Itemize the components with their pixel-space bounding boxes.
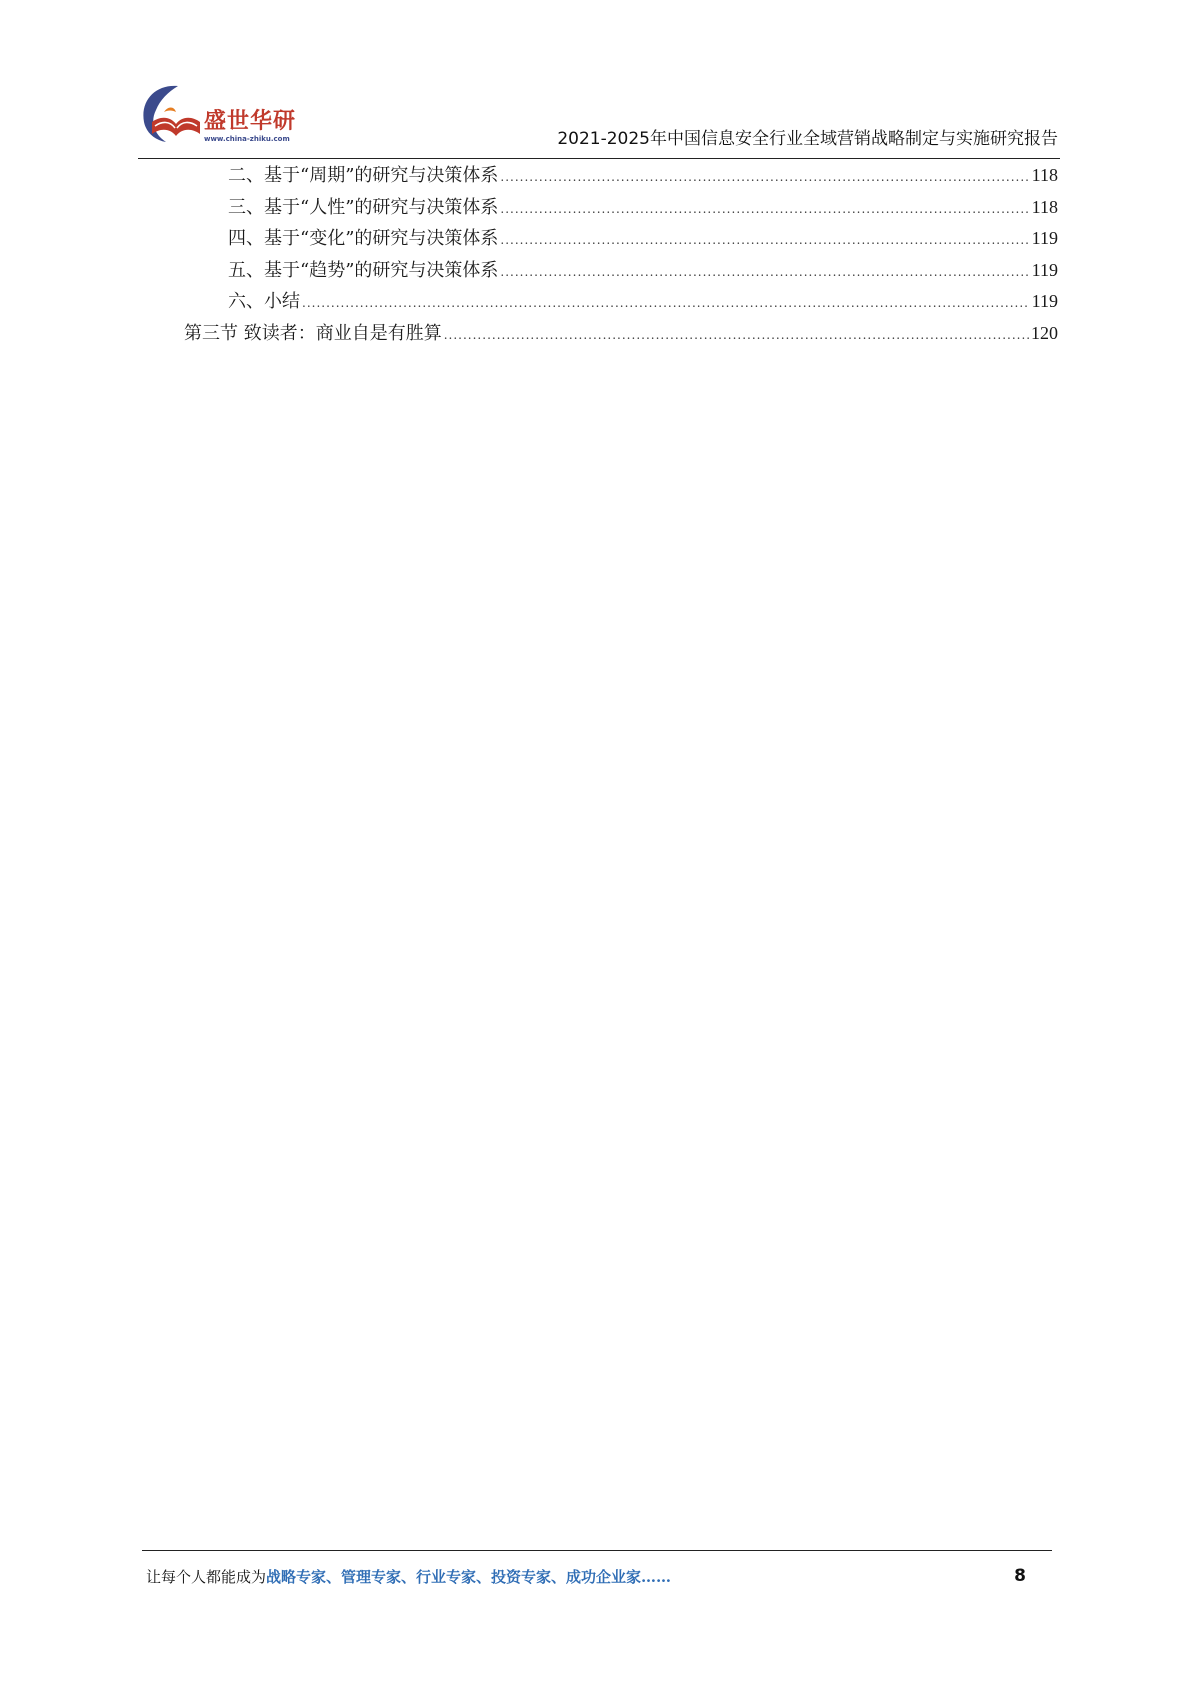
toc-dot-leader <box>500 162 1029 194</box>
logo-name: 盛世华研 <box>204 109 297 134</box>
toc-entry-title: 三、基于“人性”的研究与决策体系 <box>228 196 499 218</box>
logo-url: www.china-zhiku.com <box>204 135 290 143</box>
report-title: 2021-2025年中国信息安全行业全域营销战略制定与实施研究报告 <box>557 129 1058 149</box>
footer-slogan-prefix: 让每个人都能成为 <box>146 1568 267 1586</box>
toc-dot-leader <box>302 288 1030 320</box>
toc-dot-leader <box>444 320 1029 352</box>
header-divider <box>138 158 1060 159</box>
toc-dot-leader <box>500 225 1029 257</box>
toc-entry[interactable] <box>184 192 1058 224</box>
toc-entry[interactable] <box>184 223 1058 255</box>
page-footer <box>146 1566 1026 1596</box>
toc-dot-leader <box>500 194 1029 226</box>
toc-entry-page: 120 <box>1031 322 1058 343</box>
logo-book-icon <box>138 82 208 148</box>
page-number: 8 <box>1014 1566 1026 1586</box>
toc-dot-leader <box>500 257 1029 289</box>
company-logo <box>138 82 308 150</box>
page-header <box>138 78 1060 160</box>
toc-entry-title: 第三节 致读者：商业自是有胜算 <box>184 322 442 344</box>
toc-entry-title: 六、小结 <box>228 291 300 313</box>
toc-entry[interactable] <box>184 255 1058 287</box>
toc-entry-title: 五、基于“趋势”的研究与决策体系 <box>228 259 499 281</box>
footer-slogan-emphasis: 战略专家、管理专家、行业专家、投资专家、成功企业家…… <box>266 1568 672 1586</box>
table-of-contents <box>184 160 1058 350</box>
toc-entry-page: 118 <box>1031 165 1058 185</box>
toc-entry-title: 二、基于“周期”的研究与决策体系 <box>228 165 499 186</box>
toc-entry-page: 118 <box>1031 196 1058 217</box>
toc-entry[interactable] <box>184 160 1058 192</box>
toc-entry-page: 119 <box>1031 228 1058 249</box>
toc-entry[interactable] <box>184 318 1058 350</box>
toc-entry[interactable] <box>184 286 1058 318</box>
footer-divider <box>142 1550 1052 1551</box>
toc-entry-page: 119 <box>1031 259 1058 280</box>
toc-entry-page: 119 <box>1031 291 1058 312</box>
toc-entry-title: 四、基于“变化”的研究与决策体系 <box>228 228 499 250</box>
